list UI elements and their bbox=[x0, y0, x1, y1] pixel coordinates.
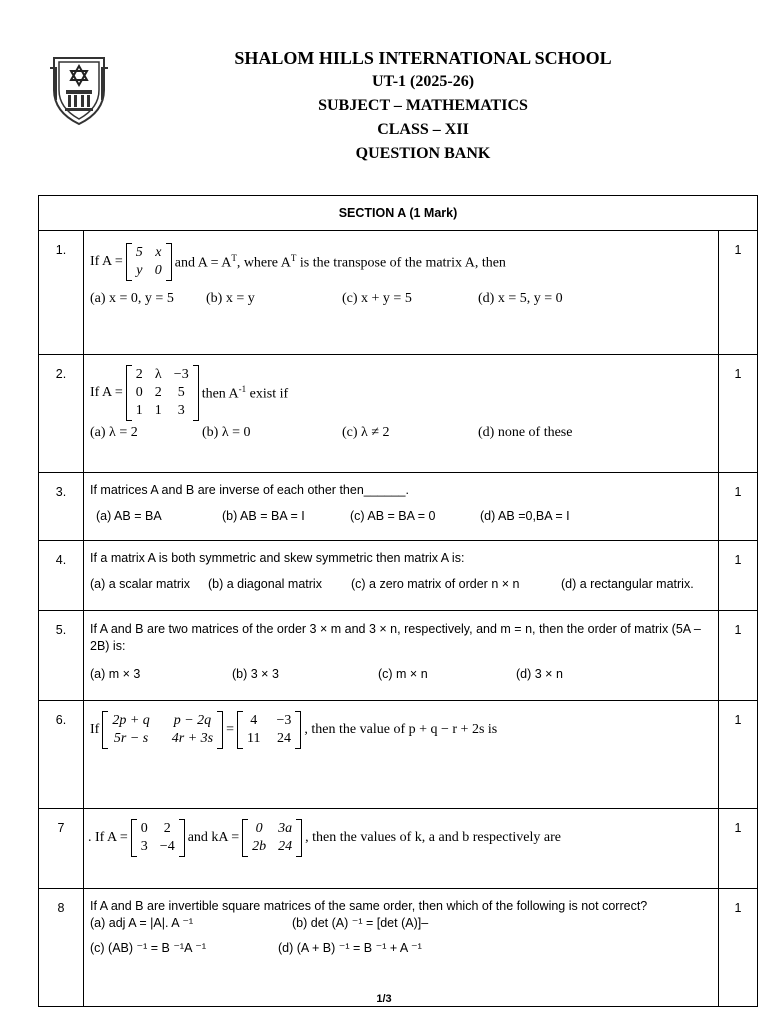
q1-text-part: is the transpose of the matrix A, then bbox=[296, 255, 506, 271]
matrix-cell: 5 bbox=[177, 385, 185, 400]
q1-text-part: and A = A bbox=[174, 255, 232, 271]
question-text: If A and B are two matrices of the order 3 × m and 3 × n, respectively, and m = n, then the order of matrix (5A – 2B) is: bbox=[90, 622, 701, 653]
question-marks: 1 bbox=[719, 231, 758, 355]
subject-line: SUBJECT – MATHEMATICS bbox=[318, 97, 528, 114]
question-text: If a matrix A is both symmetric and skew symmetric then matrix A is: bbox=[90, 551, 465, 565]
question-text: If A and B are invertible square matrices of the same order, then which of the following is not correct? bbox=[90, 899, 648, 913]
question-marks: 1 bbox=[719, 473, 758, 541]
q2-prefix: If A = bbox=[90, 385, 123, 400]
superscript: -1 bbox=[238, 383, 247, 394]
table-row bbox=[39, 541, 758, 611]
table-row bbox=[39, 701, 758, 809]
matrix-cell: 1 bbox=[135, 403, 143, 418]
question-marks: 1 bbox=[719, 541, 758, 611]
q2-text bbox=[202, 384, 288, 403]
question-body bbox=[84, 611, 719, 701]
matrix-cell: −3 bbox=[276, 713, 292, 728]
question-number: 5. bbox=[39, 611, 84, 701]
option-c: (c) λ ≠ 2 bbox=[342, 425, 390, 440]
matrix-cell: 0 bbox=[255, 821, 263, 836]
matrix-a bbox=[126, 365, 199, 421]
options bbox=[90, 509, 712, 523]
matrix-cell: 3a bbox=[278, 821, 293, 836]
option-d: (d) x = 5, y = 0 bbox=[478, 291, 563, 306]
option-b: (b) AB = BA = I bbox=[222, 509, 305, 523]
matrix-cell: −4 bbox=[159, 839, 175, 854]
question-number: 4. bbox=[39, 541, 84, 611]
table-row bbox=[39, 889, 758, 1007]
q1-text bbox=[175, 253, 506, 272]
matrix-cell: y bbox=[136, 263, 143, 278]
matrix-cell: 2p + q bbox=[112, 713, 150, 728]
options bbox=[90, 425, 712, 441]
section-title: SECTION A (1 Mark) bbox=[39, 196, 758, 231]
option-a: (a) m × 3 bbox=[90, 667, 141, 681]
question-body bbox=[84, 473, 719, 541]
question-body bbox=[84, 809, 719, 889]
question-marks: 1 bbox=[719, 889, 758, 1007]
question-body bbox=[84, 355, 719, 473]
option-b: (b) 3 × 3 bbox=[232, 667, 279, 681]
matrix-cell: 5 bbox=[135, 245, 143, 260]
option-c: (c) x + y = 5 bbox=[342, 291, 412, 306]
q2-text-part: then A bbox=[201, 386, 239, 402]
question-number: 6. bbox=[39, 701, 84, 809]
option-d: (d) 3 × n bbox=[516, 667, 563, 681]
question-number: 8 bbox=[39, 889, 84, 1007]
table-row bbox=[39, 809, 758, 889]
matrix-lhs bbox=[102, 711, 223, 749]
option-a: (a) adj A = |A|. A ⁻¹ bbox=[90, 916, 194, 930]
table-row bbox=[39, 611, 758, 701]
test-name: UT-1 (2025-26) bbox=[371, 73, 475, 90]
options bbox=[90, 667, 712, 681]
matrix-ka bbox=[242, 819, 302, 857]
matrix-cell: 3 bbox=[140, 839, 148, 854]
matrix-a bbox=[131, 819, 185, 857]
question-marks: 1 bbox=[719, 611, 758, 701]
matrix-cell: 2 bbox=[154, 385, 162, 400]
table-row bbox=[39, 473, 758, 541]
matrix-cell: 11 bbox=[247, 731, 261, 746]
question-marks: 1 bbox=[719, 809, 758, 889]
question-number: 7 bbox=[39, 809, 84, 889]
page-number: 1/3 bbox=[376, 993, 392, 1005]
option-a: (a) a scalar matrix bbox=[90, 577, 191, 591]
q2-text-part: exist if bbox=[246, 386, 289, 402]
matrix-cell: 0 bbox=[140, 821, 148, 836]
matrix-cell: −3 bbox=[173, 367, 189, 382]
matrix-cell: 0 bbox=[154, 263, 162, 278]
q6-text: , then the value of p + q − r + 2s is bbox=[304, 722, 498, 737]
q7-prefix: . If A = bbox=[88, 830, 128, 845]
matrix-rhs bbox=[237, 711, 301, 749]
question-body bbox=[84, 889, 719, 1007]
matrix-cell: 5r − s bbox=[113, 731, 149, 746]
document-header bbox=[0, 46, 768, 166]
q1-text-part: , where A bbox=[236, 255, 291, 271]
q1-prefix: If A = bbox=[90, 254, 123, 269]
class-line: CLASS – XII bbox=[377, 121, 469, 138]
matrix-cell: 2 bbox=[135, 367, 143, 382]
superscript: T bbox=[290, 252, 297, 263]
question-table bbox=[38, 195, 758, 1007]
option-d: (d) (A + B) ⁻¹ = B ⁻¹ + A ⁻¹ bbox=[278, 941, 422, 955]
option-b: (b) det (A) ⁻¹ = [det (A)]– bbox=[292, 916, 429, 930]
option-c: (c) a zero matrix of order n × n bbox=[351, 577, 520, 591]
matrix-cell: 1 bbox=[154, 403, 162, 418]
question-body bbox=[84, 541, 719, 611]
option-c: (c) m × n bbox=[378, 667, 428, 681]
matrix-cell: 2 bbox=[163, 821, 171, 836]
matrix-cell: 0 bbox=[135, 385, 143, 400]
equals-sign: = bbox=[226, 722, 235, 737]
question-number: 3. bbox=[39, 473, 84, 541]
options bbox=[90, 291, 712, 307]
options bbox=[90, 577, 712, 591]
school-name: SHALOM HILLS INTERNATIONAL SCHOOL bbox=[234, 48, 612, 68]
options bbox=[90, 915, 712, 930]
table-row bbox=[39, 231, 758, 355]
doc-type: QUESTION BANK bbox=[355, 145, 491, 162]
matrix-cell: 4r + 3s bbox=[171, 731, 214, 746]
option-a: (a) x = 0, y = 5 bbox=[90, 291, 174, 306]
question-body bbox=[84, 701, 719, 809]
matrix-cell: 3 bbox=[177, 403, 185, 418]
option-c: (c) AB = BA = 0 bbox=[350, 509, 436, 523]
option-a: (a) AB = BA bbox=[96, 509, 162, 523]
option-d: (d) a rectangular matrix. bbox=[561, 577, 694, 591]
matrix-cell: p − 2q bbox=[173, 713, 212, 728]
q7-text: , then the values of k, a and b respectively are bbox=[305, 830, 561, 845]
option-b: (b) a diagonal matrix bbox=[208, 577, 322, 591]
option-b: (b) λ = 0 bbox=[202, 425, 251, 440]
question-body bbox=[84, 231, 719, 355]
option-c: (c) (AB) ⁻¹ = B ⁻¹A ⁻¹ bbox=[90, 941, 206, 955]
table-row bbox=[39, 355, 758, 473]
matrix-a bbox=[126, 243, 172, 281]
option-d: (d) AB =0,BA = I bbox=[480, 509, 570, 523]
matrix-cell: 4 bbox=[250, 713, 258, 728]
superscript: T bbox=[231, 252, 237, 263]
matrix-cell: 2b bbox=[252, 839, 267, 854]
matrix-cell: 24 bbox=[278, 839, 293, 854]
q7-mid: and kA = bbox=[187, 830, 240, 845]
matrix-cell: x bbox=[155, 245, 162, 260]
matrix-cell: λ bbox=[154, 367, 162, 382]
question-number: 1. bbox=[39, 231, 84, 355]
option-a: (a) λ = 2 bbox=[90, 425, 138, 440]
matrix-cell: 24 bbox=[276, 731, 291, 746]
options bbox=[90, 940, 712, 955]
option-d: (d) none of these bbox=[478, 425, 573, 440]
question-text: If matrices A and B are inverse of each other then______. bbox=[90, 483, 409, 497]
option-b: (b) x = y bbox=[206, 291, 255, 306]
question-marks: 1 bbox=[719, 355, 758, 473]
q6-prefix: If bbox=[90, 722, 100, 737]
question-marks: 1 bbox=[719, 701, 758, 809]
question-number: 2. bbox=[39, 355, 84, 473]
